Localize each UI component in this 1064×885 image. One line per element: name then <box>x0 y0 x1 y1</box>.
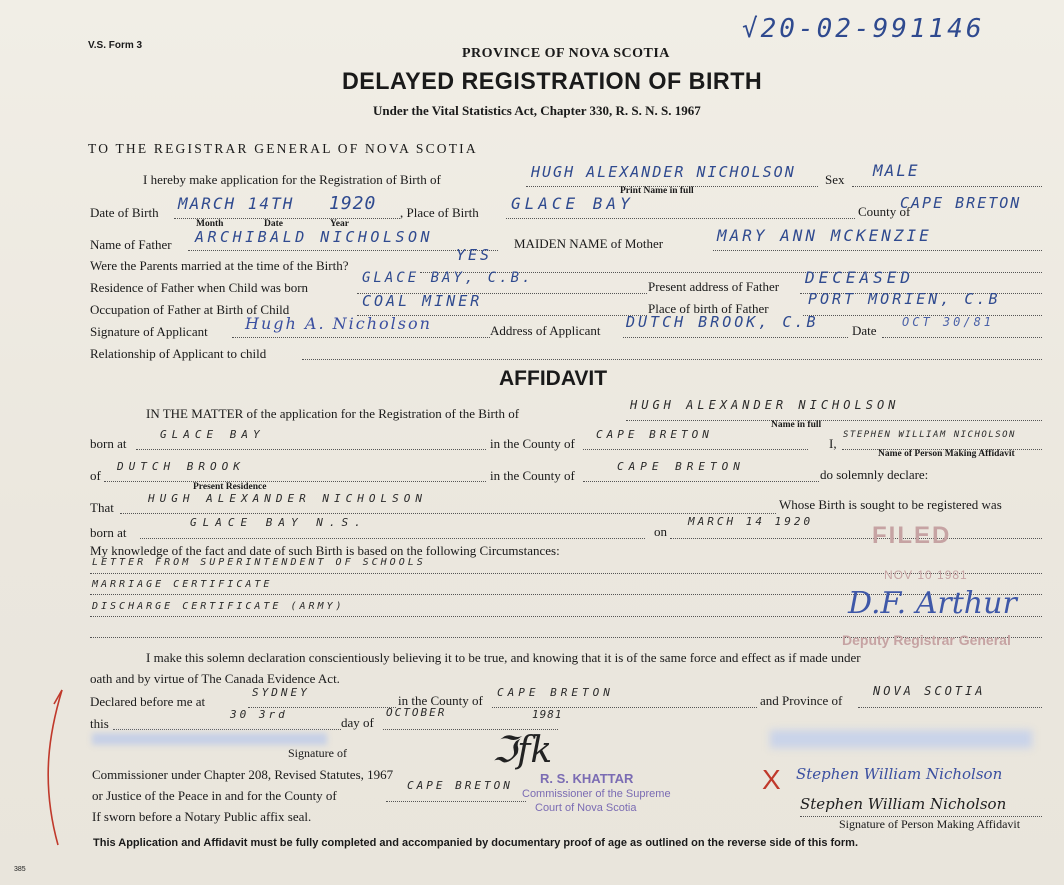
notary-text: If sworn before a Notary Public affix seal. <box>92 809 312 824</box>
residence-value: GLACE BAY, C.B. <box>362 270 534 286</box>
province-value: NOVA SCOTIA <box>873 684 986 698</box>
page-title: DELAYED REGISTRATION OF BIRTH <box>342 68 763 95</box>
file-number: √20-02-991146 <box>742 14 985 44</box>
present-address-value: DECEASED <box>805 268 915 287</box>
res-county-label: in the County of <box>490 468 575 483</box>
occupation-value: COAL MINER <box>362 292 483 310</box>
father-birthplace-value: PORT MORIEN, C.B <box>808 290 1001 308</box>
declared-at-value: SYDNEY <box>252 686 310 699</box>
born-at-label: born at <box>90 436 127 451</box>
deputy-stamp: Deputy Registrar General <box>842 632 1011 648</box>
matter-name: HUGH ALEXANDER NICHOLSON <box>630 398 900 412</box>
dob-label: Date of Birth <box>90 205 159 220</box>
name-in-full-hint: Name in full <box>771 420 822 430</box>
commissioner-text: Commissioner under Chapter 208, Revised Statutes, 1967 <box>92 767 394 782</box>
affiant-signature-1: Stephen William Nicholson <box>796 765 1003 783</box>
relationship-label: Relationship of Applicant to child <box>90 346 267 361</box>
father-value: ARCHIBALD NICHOLSON <box>195 228 434 246</box>
date-value: OCT 30/81 <box>902 315 995 329</box>
declare-label: do solemnly declare: <box>820 467 929 482</box>
mother-value: MARY ANN MCKENZIE <box>717 226 932 245</box>
residence-label: Residence of Father when Child was born <box>90 280 309 295</box>
month-value: OCTOBER <box>386 706 447 719</box>
declaration-text-2: oath and by virtue of The Canada Evidence Act. <box>90 671 340 686</box>
day-of-label: day of <box>341 715 374 730</box>
date-label: Date <box>852 323 877 338</box>
deputy-signature: D.F. Arthur <box>848 586 1017 621</box>
affiant-signature-label: Signature of Person Making Affidavit <box>839 817 1021 831</box>
in-county-label: in the County of <box>490 436 575 451</box>
of-label: of <box>90 468 101 483</box>
married-label: Were the Parents married at the time of the Birth? <box>90 258 349 273</box>
county-value: CAPE BRETON <box>900 194 1022 212</box>
county-label: County of <box>858 204 911 219</box>
occupation-label: Occupation of Father at Birth of Child <box>90 302 290 317</box>
knowledge-label: My knowledge of the fact and date of such Birth is based on the following Circumstances: <box>90 543 560 558</box>
khattar-line2: Court of Nova Scotia <box>535 802 637 814</box>
place-of-birth: GLACE BAY <box>511 194 634 213</box>
justice-label: or Justice of the Peace in and for the County of <box>92 788 337 803</box>
declared-county-label: in the County of <box>398 693 483 708</box>
born-place2: GLACE BAY N.S. <box>190 516 367 529</box>
commissioner-signature: ℑfk <box>492 730 553 771</box>
on-label: on <box>654 524 667 539</box>
month-hint: Month <box>196 219 224 229</box>
i-label: I, <box>829 436 837 451</box>
mother-label: MAIDEN NAME of Mother <box>514 236 664 251</box>
born-date2: MARCH 14 1920 <box>688 515 814 528</box>
declaration-text-1: I make this solemn declaration conscientiously believing it to be true, and knowing that it is of the same force and effect as if made under <box>146 650 861 665</box>
province-label: and Province of <box>760 693 843 708</box>
year-hint: Year <box>330 219 349 229</box>
affiant-value: STEPHEN WILLIAM NICHOLSON <box>843 430 1016 440</box>
sex-label: Sex <box>825 172 845 187</box>
affiant-hint: Name of Person Making Affidavit <box>878 449 1015 459</box>
father-label: Name of Father <box>90 237 172 252</box>
filed-date-stamp: NOV 10 1981 <box>884 568 968 582</box>
addressee: TO THE REGISTRAR GENERAL OF NOVA SCOTIA <box>88 141 478 156</box>
present-address-label: Present address of Father <box>648 279 780 294</box>
khattar-name: R. S. KHATTAR <box>540 771 634 786</box>
affiant-signature-2: Stephen William Nicholson <box>800 795 1007 813</box>
applicant-address-label: Address of Applicant <box>490 323 601 338</box>
circumstance-2: MARRIAGE CERTIFICATE <box>92 579 273 590</box>
bottom-note: This Application and Affidavit must be fully completed and accompanied by documentary proof of age as outlined on the reverse side of this form. <box>93 837 859 849</box>
date-hint: Date <box>264 219 283 229</box>
dob-month-day: MARCH 14TH <box>178 194 295 213</box>
dob-year: 1920 <box>329 193 377 214</box>
born-county-value: CAPE BRETON <box>596 428 713 441</box>
that-label: That <box>90 500 114 515</box>
year-value: 1981 <box>532 708 563 721</box>
affidavit-heading: AFFIDAVIT <box>499 367 608 390</box>
sig-of-label: Signature of <box>288 746 347 760</box>
circumstance-1: LETTER FROM SUPERINTENDENT OF SCHOOLS <box>92 557 426 568</box>
print-name-hint: Print Name in full <box>620 186 694 196</box>
declared-label: Declared before me at <box>90 694 206 709</box>
form-number: V.S. Form 3 <box>88 40 143 51</box>
born-at2-label: born at <box>90 525 127 540</box>
father-birthplace-label: Place of birth of Father <box>648 301 769 316</box>
circumstance-3: DISCHARGE CERTIFICATE (ARMY) <box>92 601 345 612</box>
that-name: HUGH ALEXANDER NICHOLSON <box>148 492 427 505</box>
justice-county-value: CAPE BRETON <box>407 779 513 792</box>
residence-value-aff: DUTCH BROOK <box>117 460 245 473</box>
this-label: this <box>90 716 109 731</box>
whose-label: Whose Birth is sought to be registered was <box>779 497 1002 512</box>
pob-label: , Place of Birth <box>400 205 479 220</box>
applicant-signature: Hugh A. Nicholson <box>245 314 432 333</box>
signature-label: Signature of Applicant <box>90 324 208 339</box>
married-value: YES <box>456 246 493 264</box>
day-value: 30 3rd <box>230 708 288 721</box>
khattar-line1: Commissioner of the Supreme <box>522 788 671 800</box>
residence-hint: Present Residence <box>193 482 267 492</box>
filed-stamp: FILED <box>872 522 952 549</box>
child-name: HUGH ALEXANDER NICHOLSON <box>531 163 796 181</box>
applicant-address-value: DUTCH BROOK, C.B <box>626 313 819 331</box>
intro-label: I hereby make application for the Registration of Birth of <box>143 172 441 187</box>
matter-label: IN THE MATTER of the application for the Registration of the Birth of <box>146 406 520 421</box>
act-subtitle: Under the Vital Statistics Act, Chapter 330, R. S. N. S. 1967 <box>373 103 701 118</box>
sex-value: MALE <box>873 161 920 180</box>
corner-code: 385 <box>14 866 26 873</box>
province-heading: PROVINCE OF NOVA SCOTIA <box>462 46 670 61</box>
born-at-value: GLACE BAY <box>160 428 265 441</box>
res-county-value: CAPE BRETON <box>617 460 745 473</box>
declared-county-value: CAPE BRETON <box>497 686 614 699</box>
x-mark: X <box>762 764 781 795</box>
